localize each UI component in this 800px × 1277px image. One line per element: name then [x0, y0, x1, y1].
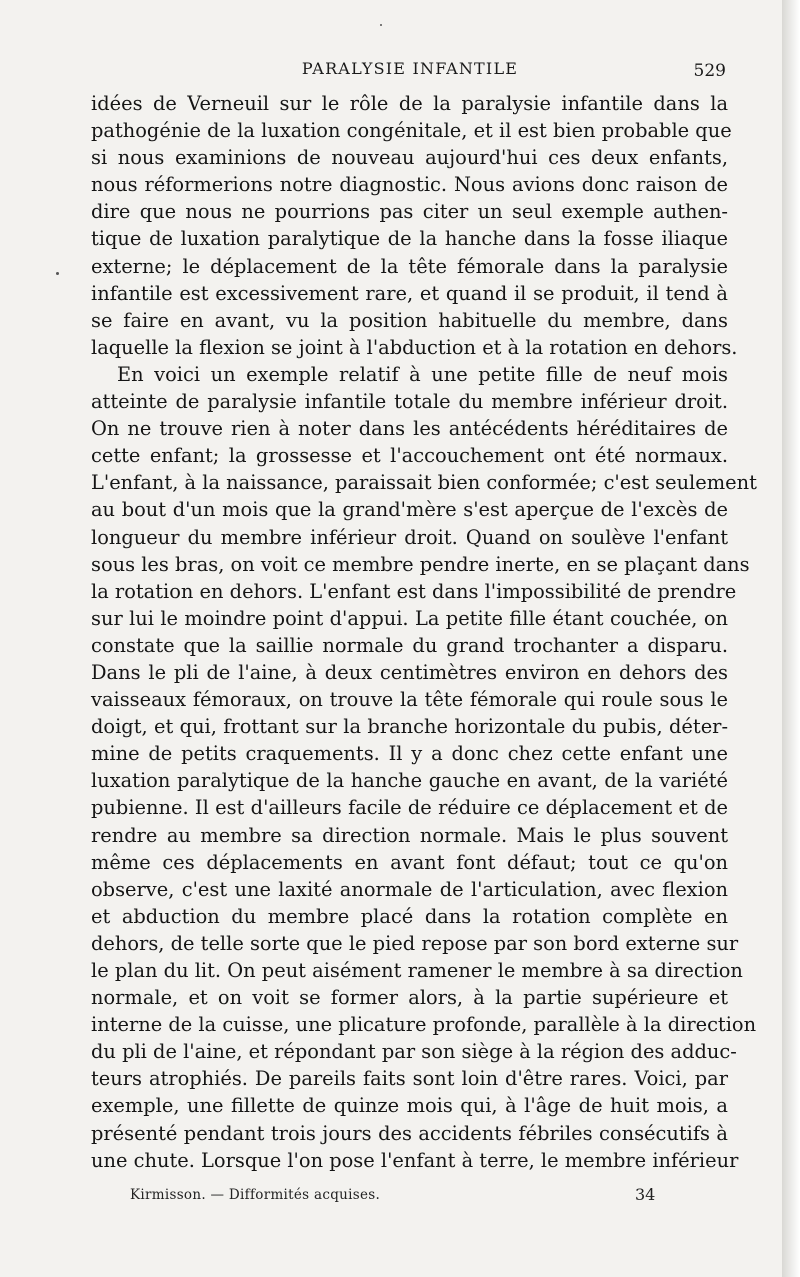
- paragraph-start-line: En voici un exemple relatif à une petite fille de neuf mois: [117, 362, 728, 386]
- text-line: dehors, de telle sorte que le pied repose par son bord externe sur: [91, 931, 739, 955]
- text-line: une chute. Lorsque l'on pose l'enfant à terre, le membre inférieur: [91, 1148, 739, 1172]
- text-line: tique de luxation paralytique de la hanche dans la fosse iliaque: [91, 227, 728, 251]
- text-line: longueur du membre inférieur droit. Quand on soulève l'enfant: [91, 525, 728, 549]
- page-number: 529: [693, 61, 726, 81]
- page-footer: [130, 1183, 670, 1209]
- text-line: cette enfant; la grossesse et l'accouchement ont été normaux.: [91, 444, 728, 468]
- text-line: du pli de l'aine, et répondant par son siège à la région des adduc-: [91, 1040, 737, 1064]
- text-line: luxation paralytique de la hanche gauche en avant, de la variété: [91, 769, 728, 793]
- text-line: nous réformerions notre diagnostic. Nous avions donc raison de: [91, 173, 728, 197]
- text-line: pathogénie de la luxation congénitale, et il est bien probable que: [91, 119, 732, 143]
- footer-author-title: Kirmisson. — Difformités acquises.: [130, 1187, 381, 1203]
- text-line: sous les bras, on voit ce membre pendre inerte, en se plaçant dans: [91, 552, 750, 576]
- text-line: infantile est excessivement rare, et quand il se produit, il tend à: [91, 281, 728, 305]
- text-line: On ne trouve rien à noter dans les antécédents héréditaires de: [91, 417, 728, 441]
- text-line: se faire en avant, vu la position habituelle du membre, dans: [91, 308, 728, 332]
- text-line: rendre au membre sa direction normale. Mais le plus souvent: [91, 823, 728, 847]
- paragraph-end-line: laquelle la flexion se joint à l'abduction et à la rotation en dehors.: [91, 335, 738, 359]
- text-line: normale, et on voit se former alors, à la partie supérieure et: [91, 986, 728, 1010]
- running-header: [90, 57, 730, 87]
- text-line: dire que nous ne pourrions pas citer un seul exemple authen-: [91, 200, 728, 224]
- text-line: exemple, une fillette de quinze mois qui, à l'âge de huit mois, a: [91, 1094, 728, 1118]
- text-line: teurs atrophiés. De pareils faits sont loin d'être rares. Voici, par: [91, 1067, 728, 1091]
- print-speck: [380, 24, 382, 26]
- body-text: [91, 90, 757, 1174]
- text-line: observe, c'est une laxité anormale de l'articulation, avec flexion: [91, 877, 728, 901]
- text-line: présenté pendant trois jours des accidents fébriles consécutifs à: [91, 1121, 728, 1145]
- text-line: idées de Verneuil sur le rôle de la paralysie infantile dans la: [91, 92, 728, 115]
- text-line: mine de petits craquements. Il y a donc chez cette enfant une: [91, 742, 728, 766]
- text-line: atteinte de paralysie infantile totale du membre inférieur droit.: [91, 390, 728, 414]
- text-line: et abduction du membre placé dans la rotation complète en: [91, 904, 728, 928]
- text-line: constate que la saillie normale du grand trochanter a disparu.: [91, 633, 728, 657]
- text-line: vaisseaux fémoraux, on trouve la tête fémorale qui roule sous le: [91, 688, 728, 712]
- running-title: PARALYSIE INFANTILE: [301, 59, 519, 78]
- signature-mark: 34: [635, 1185, 656, 1204]
- text-line: sur lui le moindre point d'appui. La petite fille étant couchée, on: [91, 606, 728, 630]
- text-line: au bout d'un mois que la grand'mère s'est aperçue de l'excès de: [91, 498, 728, 522]
- text-line: doigt, et qui, frottant sur la branche horizontale du pubis, déter-: [91, 715, 728, 739]
- page-edge: [782, 0, 800, 1277]
- print-speck: [56, 272, 59, 275]
- text-line: la rotation en dehors. L'enfant est dans l'impossibilité de prendre: [91, 579, 737, 603]
- text-line: Dans le pli de l'aine, à deux centimètres environ en dehors des: [91, 660, 728, 684]
- text-line: même ces déplacements en avant font défaut; tout ce qu'on: [91, 850, 728, 874]
- text-line: L'enfant, à la naissance, paraissait bien conformée; c'est seulement: [91, 471, 757, 495]
- text-line: interne de la cuisse, une plicature profonde, parallèle à la direction: [91, 1013, 757, 1037]
- text-line: le plan du lit. On peut aisément ramener le membre à sa direction: [91, 959, 743, 982]
- text-line: externe; le déplacement de la tête fémorale dans la paralysie: [91, 254, 728, 278]
- text-line: pubienne. Il est d'ailleurs facile de réduire ce déplacement et de: [91, 796, 728, 820]
- text-line: si nous examinions de nouveau aujourd'hui ces deux enfants,: [91, 146, 728, 170]
